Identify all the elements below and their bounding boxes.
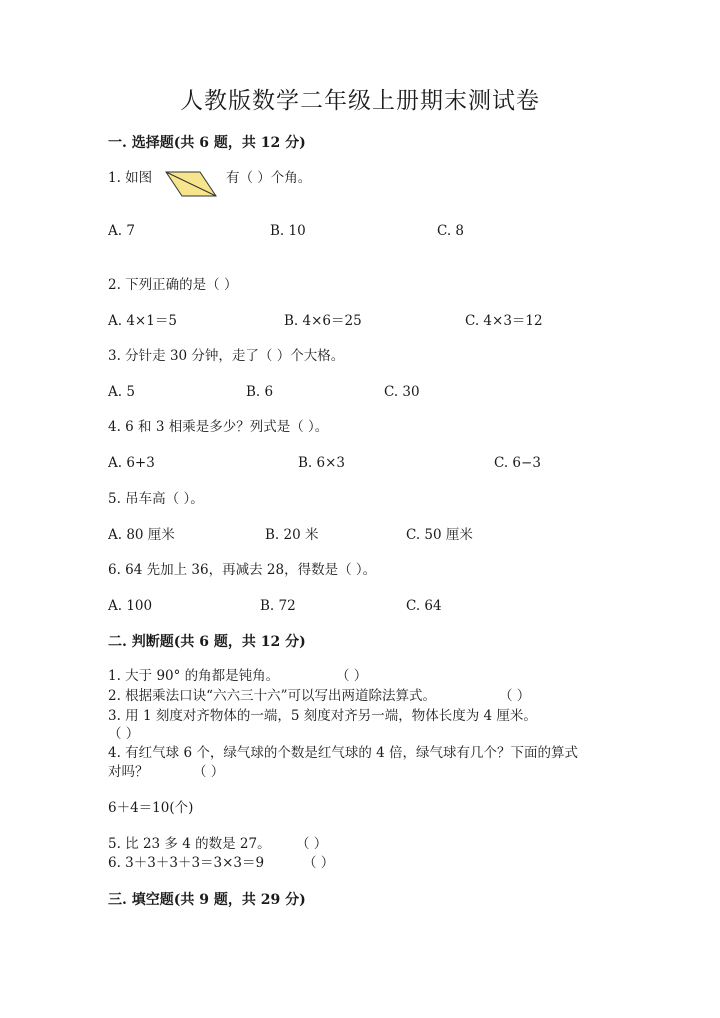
section-2-heading: 二. 判断题(共 6 题，共 12 分) bbox=[108, 634, 306, 650]
page-title: 人教版数学二年级上册期末测试卷 bbox=[180, 88, 540, 114]
q6-text: 6. 64 先加上 36，再减去 28，得数是（ ）。 bbox=[108, 562, 377, 578]
q4-option-c: C. 6−3 bbox=[494, 455, 541, 471]
q5-option-c: C. 50 厘米 bbox=[406, 527, 473, 543]
judge-6-text: 6. 3＋3＋3＋3＝3×3＝9 bbox=[108, 855, 265, 871]
judge-4-text: 4. 有红气球 6 个，绿气球的个数是红气球的 4 倍，绿气球有几个？下面的算式 bbox=[108, 745, 579, 761]
q6-option-b: B. 72 bbox=[260, 598, 296, 614]
q2-text: 2. 下列正确的是（ ） bbox=[108, 277, 238, 293]
q1-option-a: A. 7 bbox=[108, 223, 135, 239]
q4-option-b: B. 6×3 bbox=[298, 455, 345, 471]
q5-option-a: A. 80 厘米 bbox=[108, 527, 175, 543]
q6-option-c: C. 64 bbox=[406, 598, 442, 614]
judge-4-paren: （ ） bbox=[193, 764, 225, 780]
section-3-heading: 三. 填空题(共 9 题，共 29 分) bbox=[108, 892, 306, 908]
parallelogram-figure-icon bbox=[162, 166, 220, 200]
q1-text-pre: 1. 如图 bbox=[108, 170, 153, 186]
judge-1-text: 1. 大于 90° 的角都是钝角。 bbox=[108, 668, 280, 684]
q4-option-a: A. 6+3 bbox=[108, 455, 155, 471]
q1-option-c: C. 8 bbox=[437, 223, 465, 239]
judge-3-text: 3. 用 1 刻度对齐物体的一端，5 刻度对齐另一端，物体长度为 4 厘米。 bbox=[108, 708, 537, 724]
q3-option-c: C. 30 bbox=[384, 384, 420, 400]
section-1-heading: 一. 选择题(共 6 题，共 12 分) bbox=[108, 135, 306, 151]
judge-5-text: 5. 比 23 多 4 的数是 27。 bbox=[108, 836, 271, 852]
q2-option-a: A. 4×1＝5 bbox=[108, 313, 177, 329]
judge-4-formula: 6＋4＝10(个) bbox=[108, 800, 194, 816]
judge-4-text-line2: 对吗？ bbox=[108, 764, 149, 780]
judge-5-paren: （ ） bbox=[296, 836, 328, 852]
judge-1-paren: （ ） bbox=[336, 668, 368, 684]
q2-option-c: C. 4×3＝12 bbox=[465, 313, 543, 329]
judge-3-paren: （ ） bbox=[108, 726, 140, 742]
q3-option-a: A. 5 bbox=[108, 384, 135, 400]
q4-text: 4. 6 和 3 相乘是多少？列式是（ ）。 bbox=[108, 419, 329, 435]
q6-option-a: A. 100 bbox=[108, 598, 153, 614]
q5-text: 5. 吊车高（ ）。 bbox=[108, 491, 204, 507]
q5-option-b: B. 20 米 bbox=[265, 527, 319, 543]
q1-option-b: B. 10 bbox=[270, 223, 306, 239]
q3-option-b: B. 6 bbox=[246, 384, 274, 400]
judge-2-paren: （ ） bbox=[499, 688, 531, 704]
q3-text: 3. 分针走 30 分钟，走了（ ）个大格。 bbox=[108, 348, 345, 364]
judge-2-text: 2. 根据乘法口诀“六六三十六”可以写出两道除法算式。 bbox=[108, 688, 436, 704]
judge-6-paren: （ ） bbox=[303, 855, 335, 871]
q1-text-post: 有（ ）个角。 bbox=[226, 170, 312, 186]
q2-option-b: B. 4×6＝25 bbox=[284, 313, 362, 329]
